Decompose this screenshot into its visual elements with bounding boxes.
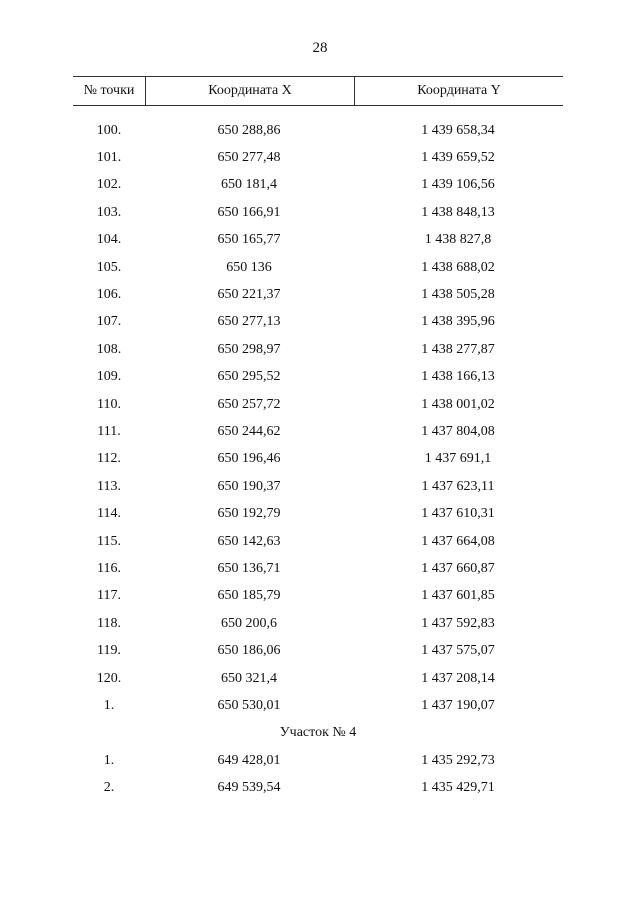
cell-point-number: 114. xyxy=(97,506,121,522)
cell-coordinate-x: 650 244,62 xyxy=(217,423,281,439)
cell-coordinate-y: 1 437 660,87 xyxy=(421,560,495,576)
header-point-number: № точки xyxy=(73,77,146,105)
cell-coordinate-x: 650 221,37 xyxy=(217,287,281,303)
cell-point-number: 107. xyxy=(96,314,122,330)
table-row xyxy=(73,665,563,692)
cell-point-number: 1. xyxy=(103,752,115,768)
table-row xyxy=(73,227,563,254)
table-row xyxy=(73,555,563,582)
cell-coordinate-x: 650 165,77 xyxy=(217,232,281,248)
cell-coordinate-x: 649 539,54 xyxy=(217,780,281,796)
cell-point-number: 105. xyxy=(96,259,122,275)
cell-coordinate-y: 1 438 848,13 xyxy=(421,204,495,220)
cell-coordinate-x: 650 196,46 xyxy=(217,451,281,467)
cell-coordinate-y: 1 435 429,71 xyxy=(421,780,495,796)
cell-coordinate-y: 1 437 610,31 xyxy=(421,506,495,522)
main-rows xyxy=(73,117,563,720)
table-row xyxy=(73,254,563,281)
cell-coordinate-x: 650 185,79 xyxy=(217,588,281,604)
cell-point-number: 116. xyxy=(97,560,121,576)
cell-coordinate-x: 650 277,48 xyxy=(217,150,281,166)
table-row xyxy=(73,637,563,664)
cell-point-number: 117. xyxy=(97,588,121,604)
table-row xyxy=(73,391,563,418)
cell-coordinate-x: 649 428,01 xyxy=(217,752,281,768)
cell-coordinate-x: 650 136 xyxy=(226,259,272,275)
cell-coordinate-x: 650 192,79 xyxy=(217,506,281,522)
cell-coordinate-y: 1 437 575,07 xyxy=(421,643,495,659)
table-row xyxy=(73,473,563,500)
cell-coordinate-y: 1 438 827,8 xyxy=(424,232,492,248)
table-row xyxy=(73,528,563,555)
cell-point-number: 119. xyxy=(97,643,121,659)
table-row xyxy=(73,583,563,610)
cell-coordinate-y: 1 437 691,1 xyxy=(424,451,492,467)
section-rows xyxy=(73,747,563,802)
cell-coordinate-y: 1 439 659,52 xyxy=(421,150,495,166)
cell-point-number: 108. xyxy=(96,341,122,357)
table-row xyxy=(73,610,563,637)
cell-coordinate-x: 650 321,4 xyxy=(221,670,277,686)
cell-coordinate-y: 1 438 166,13 xyxy=(421,369,495,385)
cell-point-number: 118. xyxy=(97,615,121,631)
cell-coordinate-x: 650 530,01 xyxy=(217,697,281,713)
cell-coordinate-y: 1 438 277,87 xyxy=(421,341,495,357)
page-number: 28 xyxy=(312,40,328,56)
cell-coordinate-y: 1 437 664,08 xyxy=(421,533,495,549)
table-row xyxy=(73,309,563,336)
table-row xyxy=(73,747,563,774)
cell-coordinate-y: 1 437 601,85 xyxy=(421,588,495,604)
cell-coordinate-x: 650 181,4 xyxy=(221,177,277,193)
cell-coordinate-x: 650 277,13 xyxy=(217,314,281,330)
table-row xyxy=(73,199,563,226)
cell-coordinate-y: 1 438 505,28 xyxy=(421,287,495,303)
cell-point-number: 100. xyxy=(96,122,122,138)
header-coordinate-y: Координата Y xyxy=(417,83,501,98)
cell-coordinate-y: 1 439 106,56 xyxy=(421,177,495,193)
cell-point-number: 111. xyxy=(97,423,121,439)
cell-coordinate-y: 1 435 292,73 xyxy=(421,752,495,768)
table-row xyxy=(73,774,563,801)
cell-coordinate-y: 1 439 658,34 xyxy=(421,122,495,138)
cell-point-number: 106. xyxy=(96,287,122,303)
cell-coordinate-x: 650 298,97 xyxy=(217,341,281,357)
table-row xyxy=(73,336,563,363)
cell-point-number: 104. xyxy=(96,232,122,248)
cell-coordinate-x: 650 257,72 xyxy=(217,396,281,412)
cell-coordinate-y: 1 437 804,08 xyxy=(421,423,495,439)
table-row xyxy=(73,172,563,199)
cell-point-number: 112. xyxy=(97,451,121,467)
coordinates-table-body xyxy=(73,117,563,802)
cell-point-number: 1. xyxy=(103,697,115,713)
cell-point-number: 101. xyxy=(96,150,122,166)
table-row xyxy=(73,418,563,445)
table-row xyxy=(73,692,563,719)
table-row xyxy=(73,281,563,308)
cell-coordinate-y: 1 437 208,14 xyxy=(421,670,495,686)
cell-coordinate-y: 1 438 001,02 xyxy=(421,396,495,412)
cell-point-number: 113. xyxy=(97,478,121,494)
cell-coordinate-y: 1 437 190,07 xyxy=(421,697,495,713)
table-row xyxy=(73,500,563,527)
table-header xyxy=(73,76,563,106)
cell-coordinate-y: 1 437 592,83 xyxy=(421,615,495,631)
table-row xyxy=(73,364,563,391)
cell-coordinate-x: 650 166,91 xyxy=(217,204,281,220)
table-row xyxy=(73,117,563,144)
table-row xyxy=(73,144,563,171)
cell-point-number: 115. xyxy=(97,533,121,549)
cell-point-number: 110. xyxy=(97,396,121,412)
cell-point-number: 2. xyxy=(103,780,115,796)
cell-point-number: 120. xyxy=(96,670,122,686)
cell-coordinate-y: 1 438 395,96 xyxy=(421,314,495,330)
table-row xyxy=(73,446,563,473)
cell-coordinate-x: 650 295,52 xyxy=(217,369,281,385)
cell-coordinate-x: 650 190,37 xyxy=(217,478,281,494)
cell-point-number: 103. xyxy=(96,204,122,220)
cell-coordinate-x: 650 136,71 xyxy=(217,560,281,576)
header-coordinate-x: Координата X xyxy=(146,77,355,105)
cell-coordinate-x: 650 142,63 xyxy=(217,533,281,549)
cell-coordinate-y: 1 438 688,02 xyxy=(421,259,495,275)
cell-coordinate-x: 650 288,86 xyxy=(217,122,281,138)
cell-coordinate-x: 650 186,06 xyxy=(217,643,281,659)
section-title: Участок № 4 xyxy=(279,725,357,741)
cell-point-number: 102. xyxy=(96,177,122,193)
cell-point-number: 109. xyxy=(96,369,122,385)
cell-coordinate-x: 650 200,6 xyxy=(221,615,277,631)
cell-coordinate-y: 1 437 623,11 xyxy=(421,478,495,494)
